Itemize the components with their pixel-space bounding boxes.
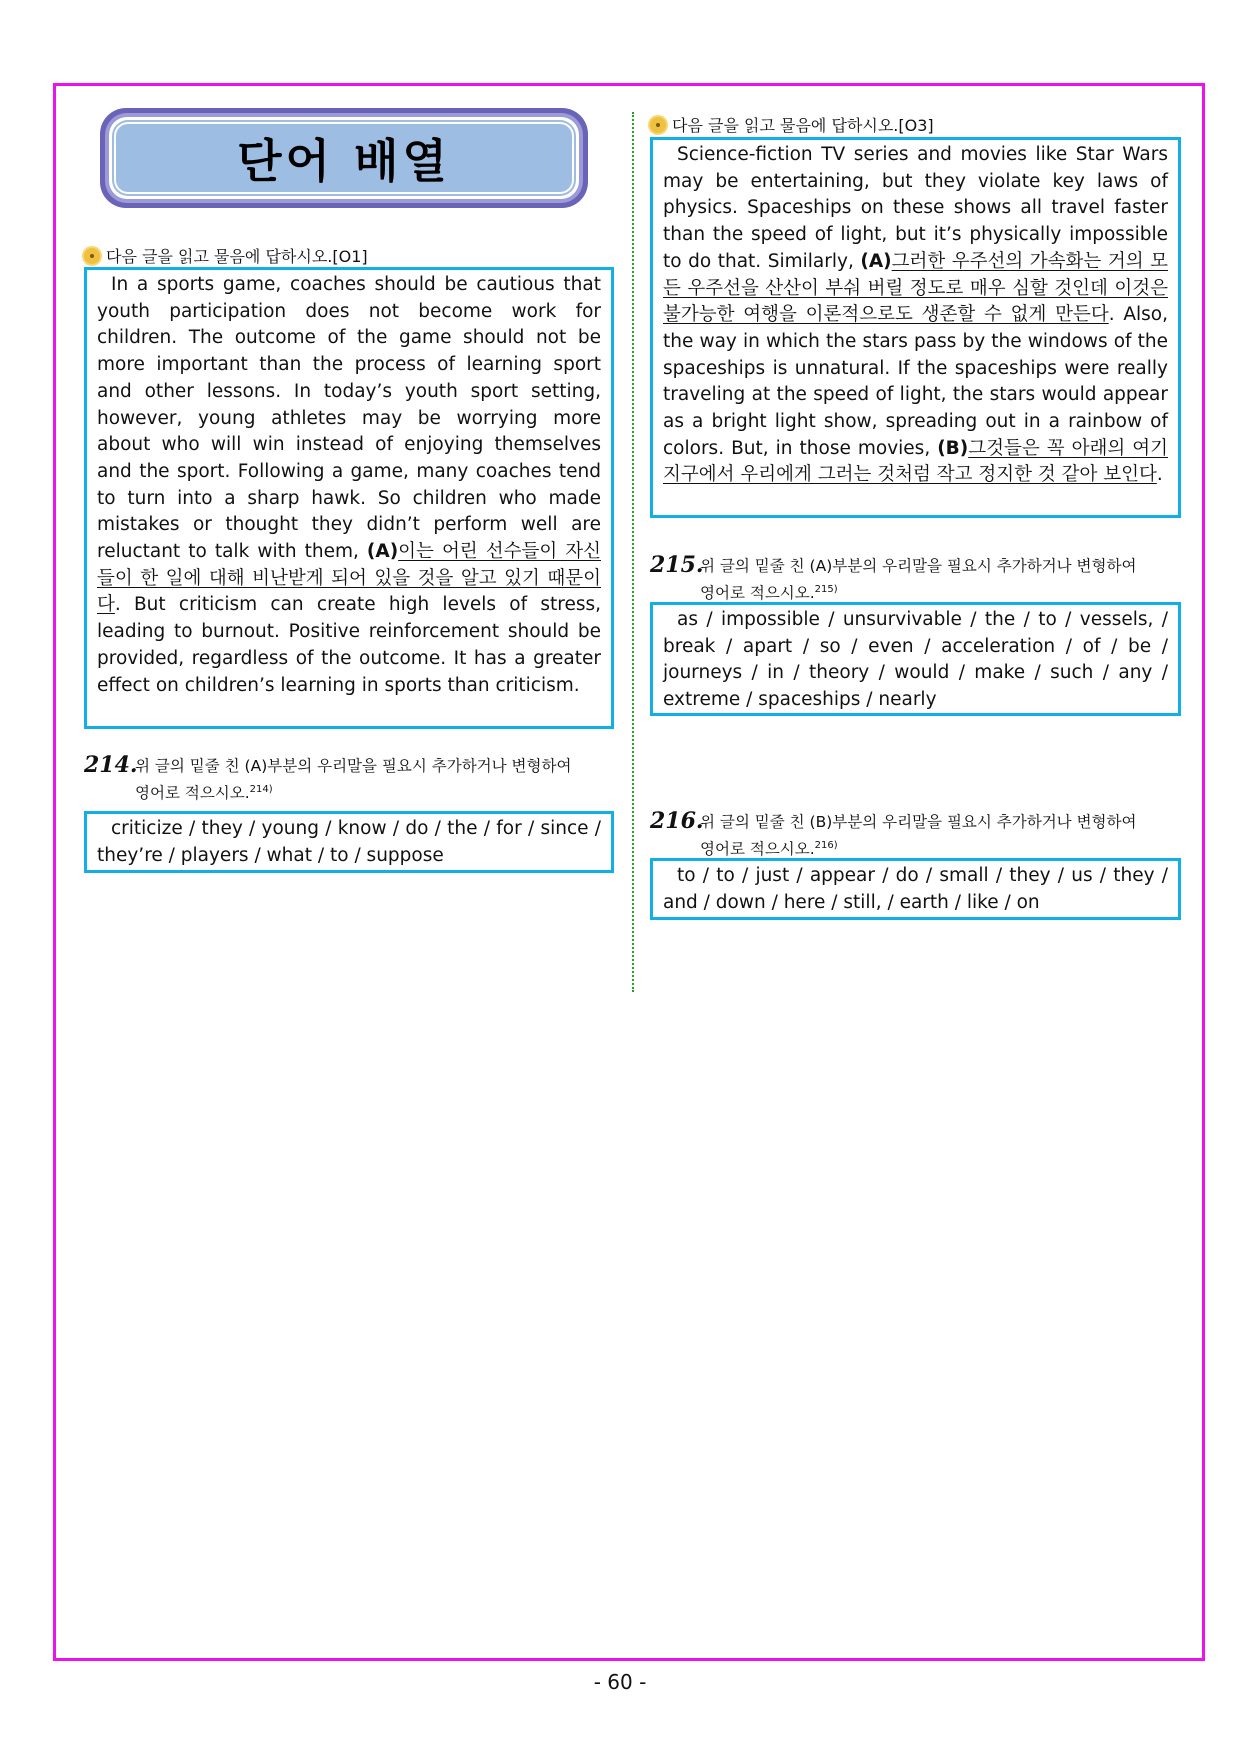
- passage-header-1: [84, 244, 368, 267]
- marker-a: (A): [860, 250, 892, 272]
- footnote-ref: 216): [814, 840, 838, 851]
- question-number-215: 215.: [650, 552, 704, 578]
- underlined-korean-b: 그것들은 꼭 아래의 여기 지구에서 우리에게 그러는 것처럼 작고 정지한 것 같아 보인다: [663, 437, 1168, 486]
- passage-header-text: 다음 글을 읽고 물음에 답하시오.[O3]: [672, 116, 934, 135]
- question-text-216: [700, 810, 1136, 861]
- question-line-2: 영어로 적으시오.: [135, 784, 250, 803]
- section-title: 단어 배열: [237, 134, 451, 188]
- section-title-banner: [100, 108, 588, 208]
- page-number: - 60 -: [593, 1670, 647, 1694]
- passage-header-text: 다음 글을 읽고 물음에 답하시오.[O1]: [106, 247, 368, 266]
- question-line-2: 영어로 적으시오.: [700, 840, 815, 859]
- passage-header-2: [650, 113, 934, 136]
- word-bank-214: [84, 811, 614, 873]
- marker-a: (A): [366, 541, 399, 563]
- flower-bullet-icon: [650, 117, 666, 133]
- passage-text: Science-fiction TV series and movies like Star Wars may be entertaining, but they violate key laws of physics. Spaceships on these shows all travel faster than the speed of light, but it’s physically impossible to do that. Similarly,: [663, 144, 1168, 272]
- flower-bullet-icon: [84, 248, 100, 264]
- footnote-ref: 215): [814, 584, 838, 595]
- footnote-ref: 214): [249, 784, 273, 795]
- word-bank-216: [650, 858, 1181, 920]
- passage-box-2: [650, 137, 1181, 518]
- question-line-1: 위 글의 밑줄 친 (A)부분의 우리말을 필요시 추가하거나 변형하여: [135, 757, 572, 775]
- word-bank-215: [650, 602, 1181, 716]
- word-list: to / to / just / appear / do / small / they / us / they / and / down / here / still, / earth / like / on: [663, 865, 1168, 913]
- passage-box-1: [84, 267, 614, 729]
- question-number-216: 216.: [650, 808, 704, 834]
- question-text-214: [135, 754, 571, 805]
- word-list: criticize / they / young / know / do / the / for / since / they’re / players / what / to / suppose: [97, 818, 601, 866]
- question-line-2: 영어로 적으시오.: [700, 584, 815, 603]
- passage-text: In a sports game, coaches should be cautious that youth participation does not become work for children. The outcome of the game should not be more important than the process of learning sport and other lessons. In today’s youth sport setting, however, young athletes may be worrying more about who will win instead of enjoying themselves and the sport. Following a game, many coaches tend to turn into a sharp hawk. So children who made mistakes or thought they didn’t perform well are reluctant to talk with them,: [97, 274, 601, 563]
- passage-text: .: [1156, 464, 1163, 486]
- question-number-214: 214.: [84, 752, 138, 778]
- passage-text: . But criticism can create high levels of stress, leading to burnout. Positive reinforcement should be provided, regardless of the outcome. It has a greater effect on children’s learning in sports than criticism.: [97, 594, 601, 696]
- question-text-215: [700, 554, 1136, 605]
- word-list: as / impossible / unsurvivable / the / to / vessels, / break / apart / so / even / acceleration / of / be / journeys / in / theory / would / make / such / any / extreme / spaceships / nearly: [663, 609, 1168, 711]
- question-line-1: 위 글의 밑줄 친 (B)부분의 우리말을 필요시 추가하거나 변형하여: [700, 813, 1137, 831]
- underlined-korean-a: 그러한 우주선의 가속화는 거의 모든 우주선을 산산이 부숴 버릴 정도로 매우 심할 것인데 이것은 불가능한 여행을 이론적으로도 생존할 수 없게 만든다: [663, 250, 1168, 326]
- question-line-1: 위 글의 밑줄 친 (A)부분의 우리말을 필요시 추가하거나 변형하여: [700, 557, 1137, 575]
- passage-text-1: [97, 272, 601, 699]
- passage-text: . Also, the way in which the stars pass by the windows of the spaceships is unnatural. If the spaceships were really traveling at the speed of light, the stars would appear as a bright light show, spreading out in a rainbow of colors. But, in those movies,: [663, 304, 1168, 459]
- column-divider: [632, 112, 634, 992]
- marker-b: (B): [937, 437, 969, 459]
- underlined-korean-a: 이는 어린 선수들이 자신들이 한 일에 대해 비난받게 되어 있을 것을 알고 있기 때문이다: [97, 541, 601, 616]
- passage-text-2: [663, 142, 1168, 489]
